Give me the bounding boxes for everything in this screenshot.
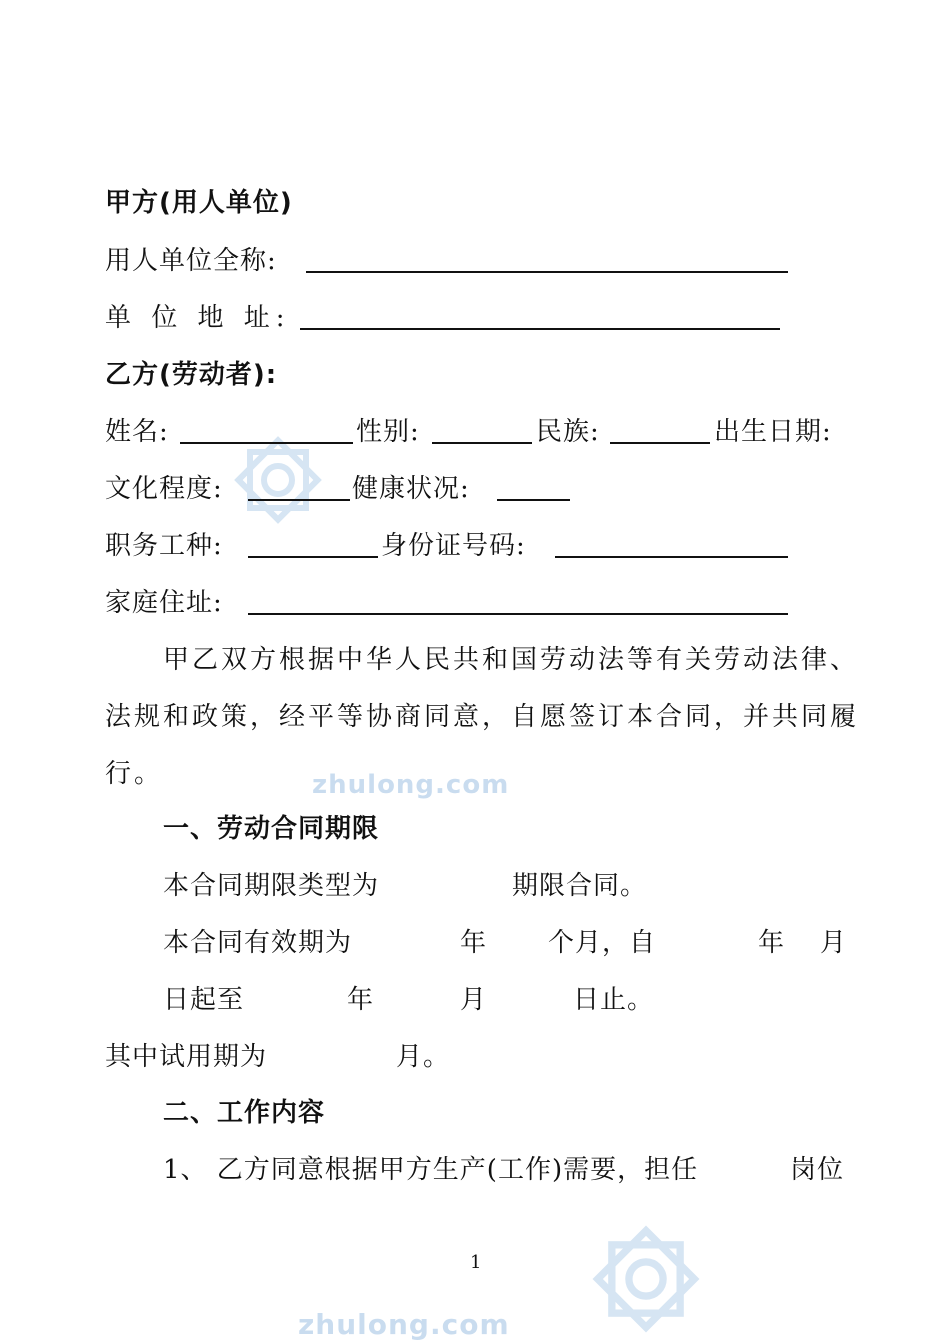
id-number-label: 身份证号码:: [381, 531, 526, 561]
watermark-logo-icon: [228, 430, 328, 530]
valid-period-year-word: 年: [460, 928, 488, 958]
contract-type-prefix: 本合同期限类型为: [163, 871, 380, 901]
start-month-word: 月: [820, 928, 848, 958]
position-field[interactable]: [248, 556, 378, 558]
education-field[interactable]: [248, 499, 350, 501]
intro-line-3: 行。: [105, 759, 164, 789]
birth-date-label: 出生日期:: [714, 417, 832, 447]
end-month-word: 月: [460, 985, 488, 1015]
party-a-full-name-label: 用人单位全称:: [105, 246, 277, 276]
watermark-logo-icon: [585, 1218, 707, 1340]
gender-label: 性别:: [356, 417, 420, 447]
section-2-item-1: 1、 乙方同意根据甲方生产(工作)需要，担任: [163, 1155, 699, 1185]
party-a-heading: 甲方(用人单位): [105, 188, 293, 218]
end-year-word: 年: [347, 985, 375, 1015]
intro-line-2: 法规和政策，经平等协商同意，自愿签订本合同，并共同履: [105, 702, 860, 732]
contract-type-suffix: 期限合同。: [512, 871, 648, 901]
trial-period-prefix: 其中试用期为: [105, 1042, 268, 1072]
start-day-to-prefix: 日起至: [163, 985, 245, 1015]
party-a-address-label: 单 位 地 址:: [105, 303, 291, 333]
home-address-label: 家庭住址:: [105, 588, 223, 618]
watermark-text: zhulong.com: [298, 1308, 510, 1341]
education-label: 文化程度:: [105, 474, 223, 504]
home-address-field[interactable]: [248, 613, 788, 615]
gender-field[interactable]: [432, 442, 532, 444]
end-day-word: 日止。: [573, 985, 655, 1015]
intro-line-1: 甲乙双方根据中华人民共和国劳动法等有关劳动法律、: [163, 645, 860, 675]
valid-period-prefix: 本合同有效期为: [163, 928, 353, 958]
section-2-title: 二、工作内容: [163, 1098, 326, 1128]
party-a-address-field[interactable]: [300, 328, 780, 330]
party-b-heading: 乙方(劳动者):: [105, 360, 278, 390]
ethnicity-field[interactable]: [610, 442, 710, 444]
party-a-full-name-field[interactable]: [306, 271, 788, 273]
health-field[interactable]: [497, 499, 570, 501]
valid-period-months-from: 个月，自: [548, 928, 657, 958]
id-number-field[interactable]: [555, 556, 788, 558]
name-label: 姓名:: [105, 417, 169, 447]
page-number: 1: [470, 1252, 482, 1273]
name-field[interactable]: [180, 442, 353, 444]
section-1-title: 一、劳动合同期限: [163, 814, 380, 844]
watermark-text: zhulong.com: [312, 770, 510, 800]
position-label: 职务工种:: [105, 531, 223, 561]
ethnicity-label: 民族:: [536, 417, 600, 447]
health-label: 健康状况:: [352, 474, 470, 504]
trial-period-suffix: 月。: [396, 1042, 451, 1072]
start-year-word: 年: [758, 928, 786, 958]
section-2-item-1-end: 岗位: [790, 1155, 845, 1185]
